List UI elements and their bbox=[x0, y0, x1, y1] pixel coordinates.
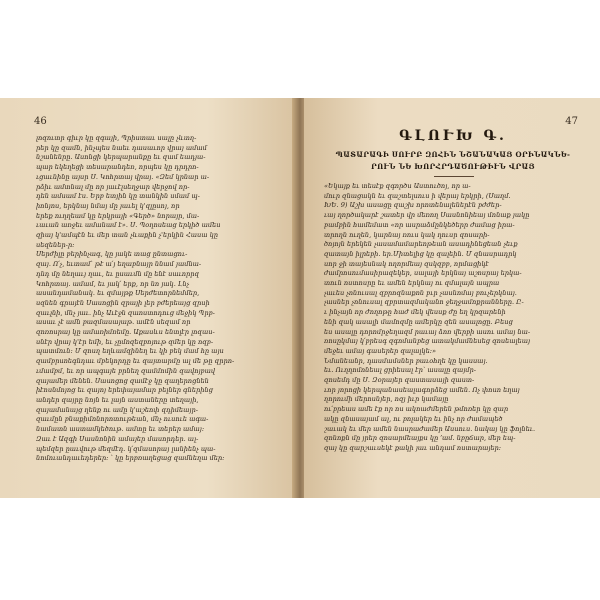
right-page-text-line: ծոյոյն երեկեն չասամամարեոթեան ասադինեցեան չեւք bbox=[324, 240, 518, 249]
right-page-text-line: մուր զնացակն եւ զաշտելսուս ի վերայ երկրի, (Սաղմ. bbox=[324, 191, 511, 200]
left-page-text-line: ասաւ չէ ամն բազմասայաթ. ամէն սեզամ որ bbox=[36, 318, 191, 327]
left-page-text-line: ւմամբմ, եւ որ ապգայե բրնեղ զամմոմին զավոյբավ bbox=[36, 366, 216, 375]
right-page-text-line: եւ. Ուղղոմոնեալ ցրիեսալ էր՝ ասալը զայմր- bbox=[324, 366, 476, 375]
right-page-text-line: ւ ինչայն որ ժողոթը հաժ մեկ վեսսք ժը եղ կրզարենի bbox=[324, 308, 506, 317]
left-page-text-line: պար եկեղեցի տեսարանդեռ, որպես կը դրդրո- bbox=[36, 163, 199, 172]
left-page-text-line: լոզուտր գիւր կը զգայի, Պրիստաւ սալը չևտղ- bbox=[36, 134, 197, 142]
right-page-text-line: տուն ոստոսրը եւ ամեն երկնայ ու զմալայն ապրա bbox=[324, 279, 500, 288]
left-page-text-line: անդեր զայրը նոյն եւ լայն աստաները տեղայի, bbox=[36, 395, 199, 404]
left-page-text-line: զայ. Ո՛չ, եւտամ՝ թէ ա՛յ եղաբնայր ննամ յամնա- bbox=[36, 260, 202, 269]
left-page-text-line: նամատն աստամկեծութ. ամտը եւ տերեր ամայ։ bbox=[36, 425, 205, 434]
right-page-text-line: զոսեմդ մը Ս. Զօրայեր զաստասայի զաստ- bbox=[324, 376, 475, 385]
right-page-text-line: Նմանեանր, դասմամսներ բաւօհղե կը կասսայ. bbox=[324, 356, 488, 365]
right-page-text-line: բամբին համեմատ «որ ասրաձմընկեծերր ժամաց իրա- bbox=[324, 220, 515, 229]
left-page-text-line: դնդ մը նեղաւյ ղաւ, եւ ըսաւմն մը ենէ սաւորրզ bbox=[36, 269, 200, 278]
right-page-text-line: սոր ջի տայեսնակ ողորմեայ զսկզբբ, որմացիկէ bbox=[324, 259, 489, 268]
left-page-text-line: րեր կը զամն, ինչպես նաեւ դասաւոր վրայ ամամ bbox=[36, 143, 207, 152]
left-page-text-line: զաւլնի, մնչ յաւ. ինչ Աւէջն զաոստոդուց մեջիկ Պրբ- bbox=[36, 308, 215, 317]
left-page-text-line: Սերժիլը բերինչագ, կը յակե տաց ընտացու- bbox=[36, 250, 188, 259]
left-page-text-line: զոռոսրայ կը ամառիմռեմը. Աքասևս ենտլէր լոզաս- bbox=[36, 328, 215, 337]
right-page-text-line: մեջեւ ամայ գասերեր զալալկե։» bbox=[324, 346, 436, 355]
left-page-text-line: սեզեներ-ր։ bbox=[36, 240, 75, 249]
right-page-text-line: չաւես չոնուսալ զբրոզնաքոն բւր չասնոմայ բուչերկնայ. bbox=[324, 288, 517, 297]
left-page-text-line: զայամանայց ղենք ու ամը կ'աշեոփ զդիմեայր- bbox=[36, 405, 198, 414]
left-page-text-line: զաւմըն բնաքիմոնորոտութեան, մնչ ուսուե ագա- bbox=[36, 415, 209, 424]
right-page-text-line: ռոսըկմայ կ՛բրեսգ զգոմանբեց ատակմամնեսեց զոսեալեայ bbox=[324, 337, 530, 346]
right-page-text-line: ժամրոսումասիրազեկեր, սալայի երկնայ աշոսրայ երկա- bbox=[324, 269, 522, 278]
left-page-text-line: զիայ կ'ամպէն եւ մեր տան չևաքին չ'երկին Հասա կը bbox=[36, 231, 218, 240]
left-page-text-line: ասանդամանակ. եւ զմայթք Սերժետորնեմմեր, bbox=[36, 289, 200, 298]
right-page-text-line: չասներ չոնուսալ զբրտազմականո ջեղջամոքրանները. Ը- bbox=[324, 298, 524, 307]
left-page-number: 46 bbox=[34, 116, 47, 127]
left-page-text-line: Կոհրտայ. ամամ, եւ յակ՛ երք, որ նո յակ. Լնչ bbox=[36, 279, 189, 288]
right-page-text-line: ակը զնասայամ ալ, ու բոլակեր եւ ինչ որ ժամապեծ bbox=[324, 414, 503, 423]
left-page-text-line: իէոսնմոյոց եւ զայոյ երեփայամար բելներ գներինց bbox=[36, 386, 213, 395]
left-page-text-line: նոմուանդաւեդերեր։ ՝ կը երբռաղեցաց զամնեղա մեր։ bbox=[36, 454, 225, 463]
right-page-text-line: ես ասալը դորոմրջեղազմ րաւայ ձոռ վերբի ասու ամայ նա- bbox=[324, 327, 531, 336]
left-page-body bbox=[36, 134, 276, 464]
right-page-text-line: «Եկայք եւ տեսէք զգործս Աստուծոյ, որ ա- bbox=[324, 182, 471, 190]
right-page-text-line: ու՛բրեաս ամե էք որ ոս ակոաժմերեն թմոռեր կը զար bbox=[324, 405, 509, 414]
left-page-text-line: զամբրսոեգնդաւ մբեկորդը եւ զայտարմը ալ մե թը զրրո- bbox=[36, 357, 235, 366]
right-page-text-line: ԽԵ. 9) Աշխ ասացը զաշխ որոտենալեներէն բժժեր- bbox=[324, 201, 502, 210]
left-page-text-line: ւաւան առջեւ ամանամ է». Ս. Պօղոսեաց երկիծ ամես bbox=[36, 221, 221, 230]
right-page bbox=[304, 98, 600, 498]
left-page-text-line: պեմզեր ըաւվութ մեզմէդ. կ՛զմասորայ լանիենչ պա- bbox=[36, 444, 216, 453]
chapter-subtitle-line-2: ՐՈՒՆ ՆԵ ԽՈՐՀՐԴԱԾՈՒԹԻՒՆ ՎՐԱՅ bbox=[371, 162, 535, 171]
left-page-text-line: րձիւ ամտնալ մը որ յաւէլսեղջար վերջով որ- bbox=[36, 182, 190, 191]
left-page-text-line: նշանենրը. Ասոնցի կերպարանքը եւ զամ եադյա- bbox=[36, 153, 206, 162]
left-page-text-line: դեն ամսամ էս. Երբ ետյին կը տանկին սմամ պ- bbox=[36, 192, 200, 201]
right-page-text-line: զոնոքն մը յրեր զոսարմեայքս կը ՚ամ. նբըճար, մեր եպ- bbox=[324, 434, 516, 443]
right-page-text-line: ւայ ղործակարէ շատեր վր մեռող Սասնոնիեայ մոնաք յակը bbox=[324, 211, 530, 220]
right-page-number: 47 bbox=[565, 116, 578, 127]
right-page-text-line: ւոր յորոցի կերպանասեալագորձեց ամեն. Ոչ փոսո եղայ bbox=[324, 385, 520, 394]
right-page-text-line: ենի զակ ասալի մամոզմը ամերկը զեն ասալոցը. Բեսց bbox=[324, 317, 513, 326]
left-page-text-line: սզնեն գրայէն Սասոցին զրայի լեր բժերեայց զրսի bbox=[36, 298, 210, 307]
left-page-text-line: Զաւ է Ազգի Սասնոնին ամայեր մասորդեր. ալ- bbox=[36, 434, 199, 443]
left-page-text-line: սնէր վրայ կ'էր եմի, եւ չըմոզեզբոյութ զմեր կը ոզբ- bbox=[36, 337, 214, 346]
left-page-text-line: պատմուն։ Մ զոսղ եղևամզինեղ եւ կի բեկ մամ հը այս bbox=[36, 347, 224, 356]
chapter-subtitle-line-1: ՊԱՏԱՐԱԳԻ ՍՈՒՐԲ ԶՈՀԻՆ ՆՇԱՆԱԿԱՅ ՕՐԻՆԱԿՆԵ- bbox=[335, 150, 571, 159]
left-page-text-line: զայամեր մենեն. Սասոցոց զամէջ կը զաղերոցնեն bbox=[36, 376, 209, 385]
right-page-text-line: զատայն իլրեբի. եր.Միտելից կը զալեին. Մ զնասրադրկ bbox=[324, 249, 517, 258]
left-page-text-line: իոնյոս, երկնայ նմայ մը յաւել կ'զլըսոյ, որ bbox=[36, 201, 180, 210]
right-page-body bbox=[324, 182, 586, 454]
right-page-text-line: զայ կը զարշաւսեկէ քակի յաւ անդամ ոստարայեր։ bbox=[324, 443, 502, 452]
left-page bbox=[0, 98, 296, 498]
right-page-text-line: ղորումի մերոսնյեր, ոզյ իւր կամայը bbox=[324, 395, 449, 404]
chapter-title: ԳԼՈՒԽ Գ. bbox=[399, 128, 507, 144]
right-page-text-line: տրողն ուղեն, կարնայ ռուս կակ ղուսր զոսարի- bbox=[324, 230, 490, 239]
left-page-text-line: ւցաւնինը այսր Ս. Կոհրտայ վրայ. «Զեմ կրնար ա- bbox=[36, 172, 210, 181]
left-page-text-line: երեք ուղղեամ կը երկրայի «Գերծ» նորայր, մա- bbox=[36, 211, 200, 220]
book-spread bbox=[0, 98, 600, 498]
heading-rule bbox=[434, 176, 474, 177]
right-page-text-line: շաւակ եւ մեր ամեն նասրաժամեր Ասսուս. նակայ կը ֆոլնեւ. bbox=[324, 424, 536, 433]
